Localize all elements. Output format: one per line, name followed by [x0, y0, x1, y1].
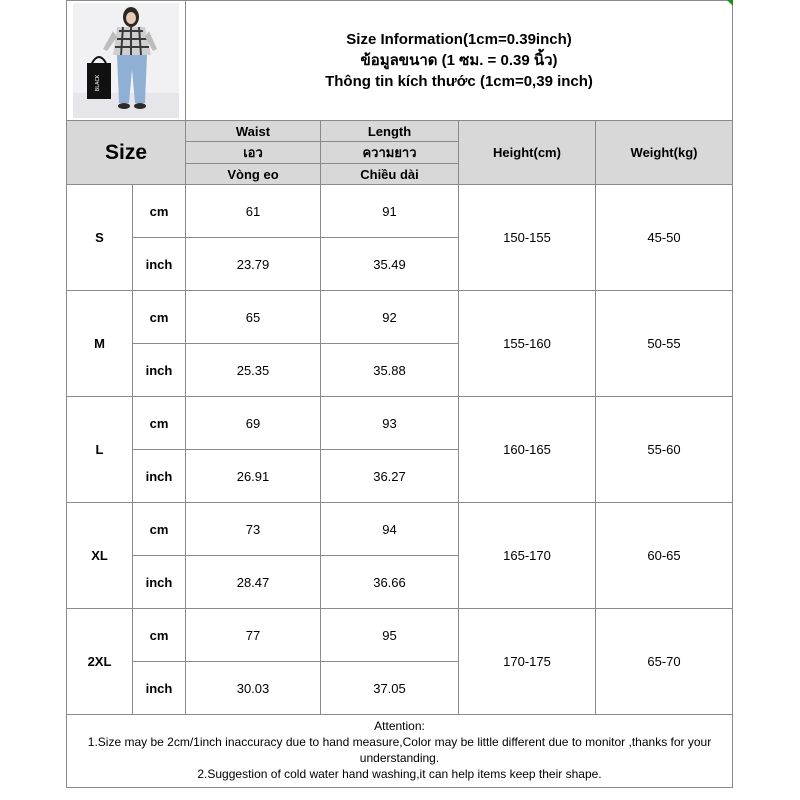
title-thai: ข้อมูลขนาด (1 ซม. = 0.39 นิ้ว) [360, 52, 558, 69]
waist-header-vi: Vòng eo [186, 164, 321, 185]
weight-range: 60-65 [596, 503, 733, 609]
waist-cm: 65 [186, 291, 321, 344]
bag-label: BLACK [95, 74, 101, 92]
height-column-header: Height(cm) [459, 121, 596, 185]
unit-inch: inch [133, 238, 186, 291]
height-range: 165-170 [459, 503, 596, 609]
length-inch: 37.05 [321, 662, 459, 715]
unit-cm: cm [133, 397, 186, 450]
length-inch: 36.66 [321, 556, 459, 609]
waist-inch: 28.47 [186, 556, 321, 609]
unit-inch: inch [133, 344, 186, 397]
attention-heading: Attention: [374, 719, 425, 733]
product-photo-cell [67, 1, 186, 121]
title-vietnamese: Thông tin kích thước (1cm=0,39 inch) [325, 73, 593, 90]
length-inch: 35.88 [321, 344, 459, 397]
length-cm: 93 [321, 397, 459, 450]
length-inch: 35.49 [321, 238, 459, 291]
weight-range: 50-55 [596, 291, 733, 397]
weight-column-header: Weight(kg) [596, 121, 733, 185]
size-info-title [186, 1, 733, 121]
unit-cm: cm [133, 291, 186, 344]
size-label: XL [67, 503, 133, 609]
size-chart [66, 0, 732, 788]
unit-inch: inch [133, 556, 186, 609]
height-range: 150-155 [459, 185, 596, 291]
size-label: 2XL [67, 609, 133, 715]
attention-line-2: 2.Suggestion of cold water hand washing,it can help items keep their shape. [197, 767, 602, 781]
waist-inch: 26.91 [186, 450, 321, 503]
length-cm: 92 [321, 291, 459, 344]
unit-inch: inch [133, 662, 186, 715]
weight-range: 45-50 [596, 185, 733, 291]
corner-marker [727, 0, 733, 6]
title-english: Size Information(1cm=0.39inch) [346, 31, 572, 48]
length-header-en: Length [321, 121, 459, 142]
length-header-vi: Chiều dài [321, 164, 459, 185]
waist-cm: 69 [186, 397, 321, 450]
waist-inch: 25.35 [186, 344, 321, 397]
waist-cm: 77 [186, 609, 321, 662]
size-column-header: Size [67, 121, 186, 185]
waist-inch: 30.03 [186, 662, 321, 715]
waist-cm: 73 [186, 503, 321, 556]
length-cm: 91 [321, 185, 459, 238]
unit-cm: cm [133, 503, 186, 556]
attention-line-1: 1.Size may be 2cm/1inch inaccuracy due to hand measure,Color may be little different due to monitor ,thanks for your understanding. [87, 735, 712, 765]
unit-cm: cm [133, 609, 186, 662]
waist-header-en: Waist [186, 121, 321, 142]
length-inch: 36.27 [321, 450, 459, 503]
length-cm: 95 [321, 609, 459, 662]
length-header-th: ความยาว [321, 142, 459, 164]
unit-inch: inch [133, 450, 186, 503]
waist-header-th: เอว [186, 142, 321, 164]
attention-note [67, 715, 733, 788]
weight-range: 55-60 [596, 397, 733, 503]
size-table [66, 0, 733, 788]
height-range: 170-175 [459, 609, 596, 715]
height-range: 160-165 [459, 397, 596, 503]
waist-inch: 23.79 [186, 238, 321, 291]
length-cm: 94 [321, 503, 459, 556]
size-label: L [67, 397, 133, 503]
size-label: M [67, 291, 133, 397]
product-photo [73, 3, 179, 118]
waist-cm: 61 [186, 185, 321, 238]
weight-range: 65-70 [596, 609, 733, 715]
height-range: 155-160 [459, 291, 596, 397]
unit-cm: cm [133, 185, 186, 238]
size-label: S [67, 185, 133, 291]
